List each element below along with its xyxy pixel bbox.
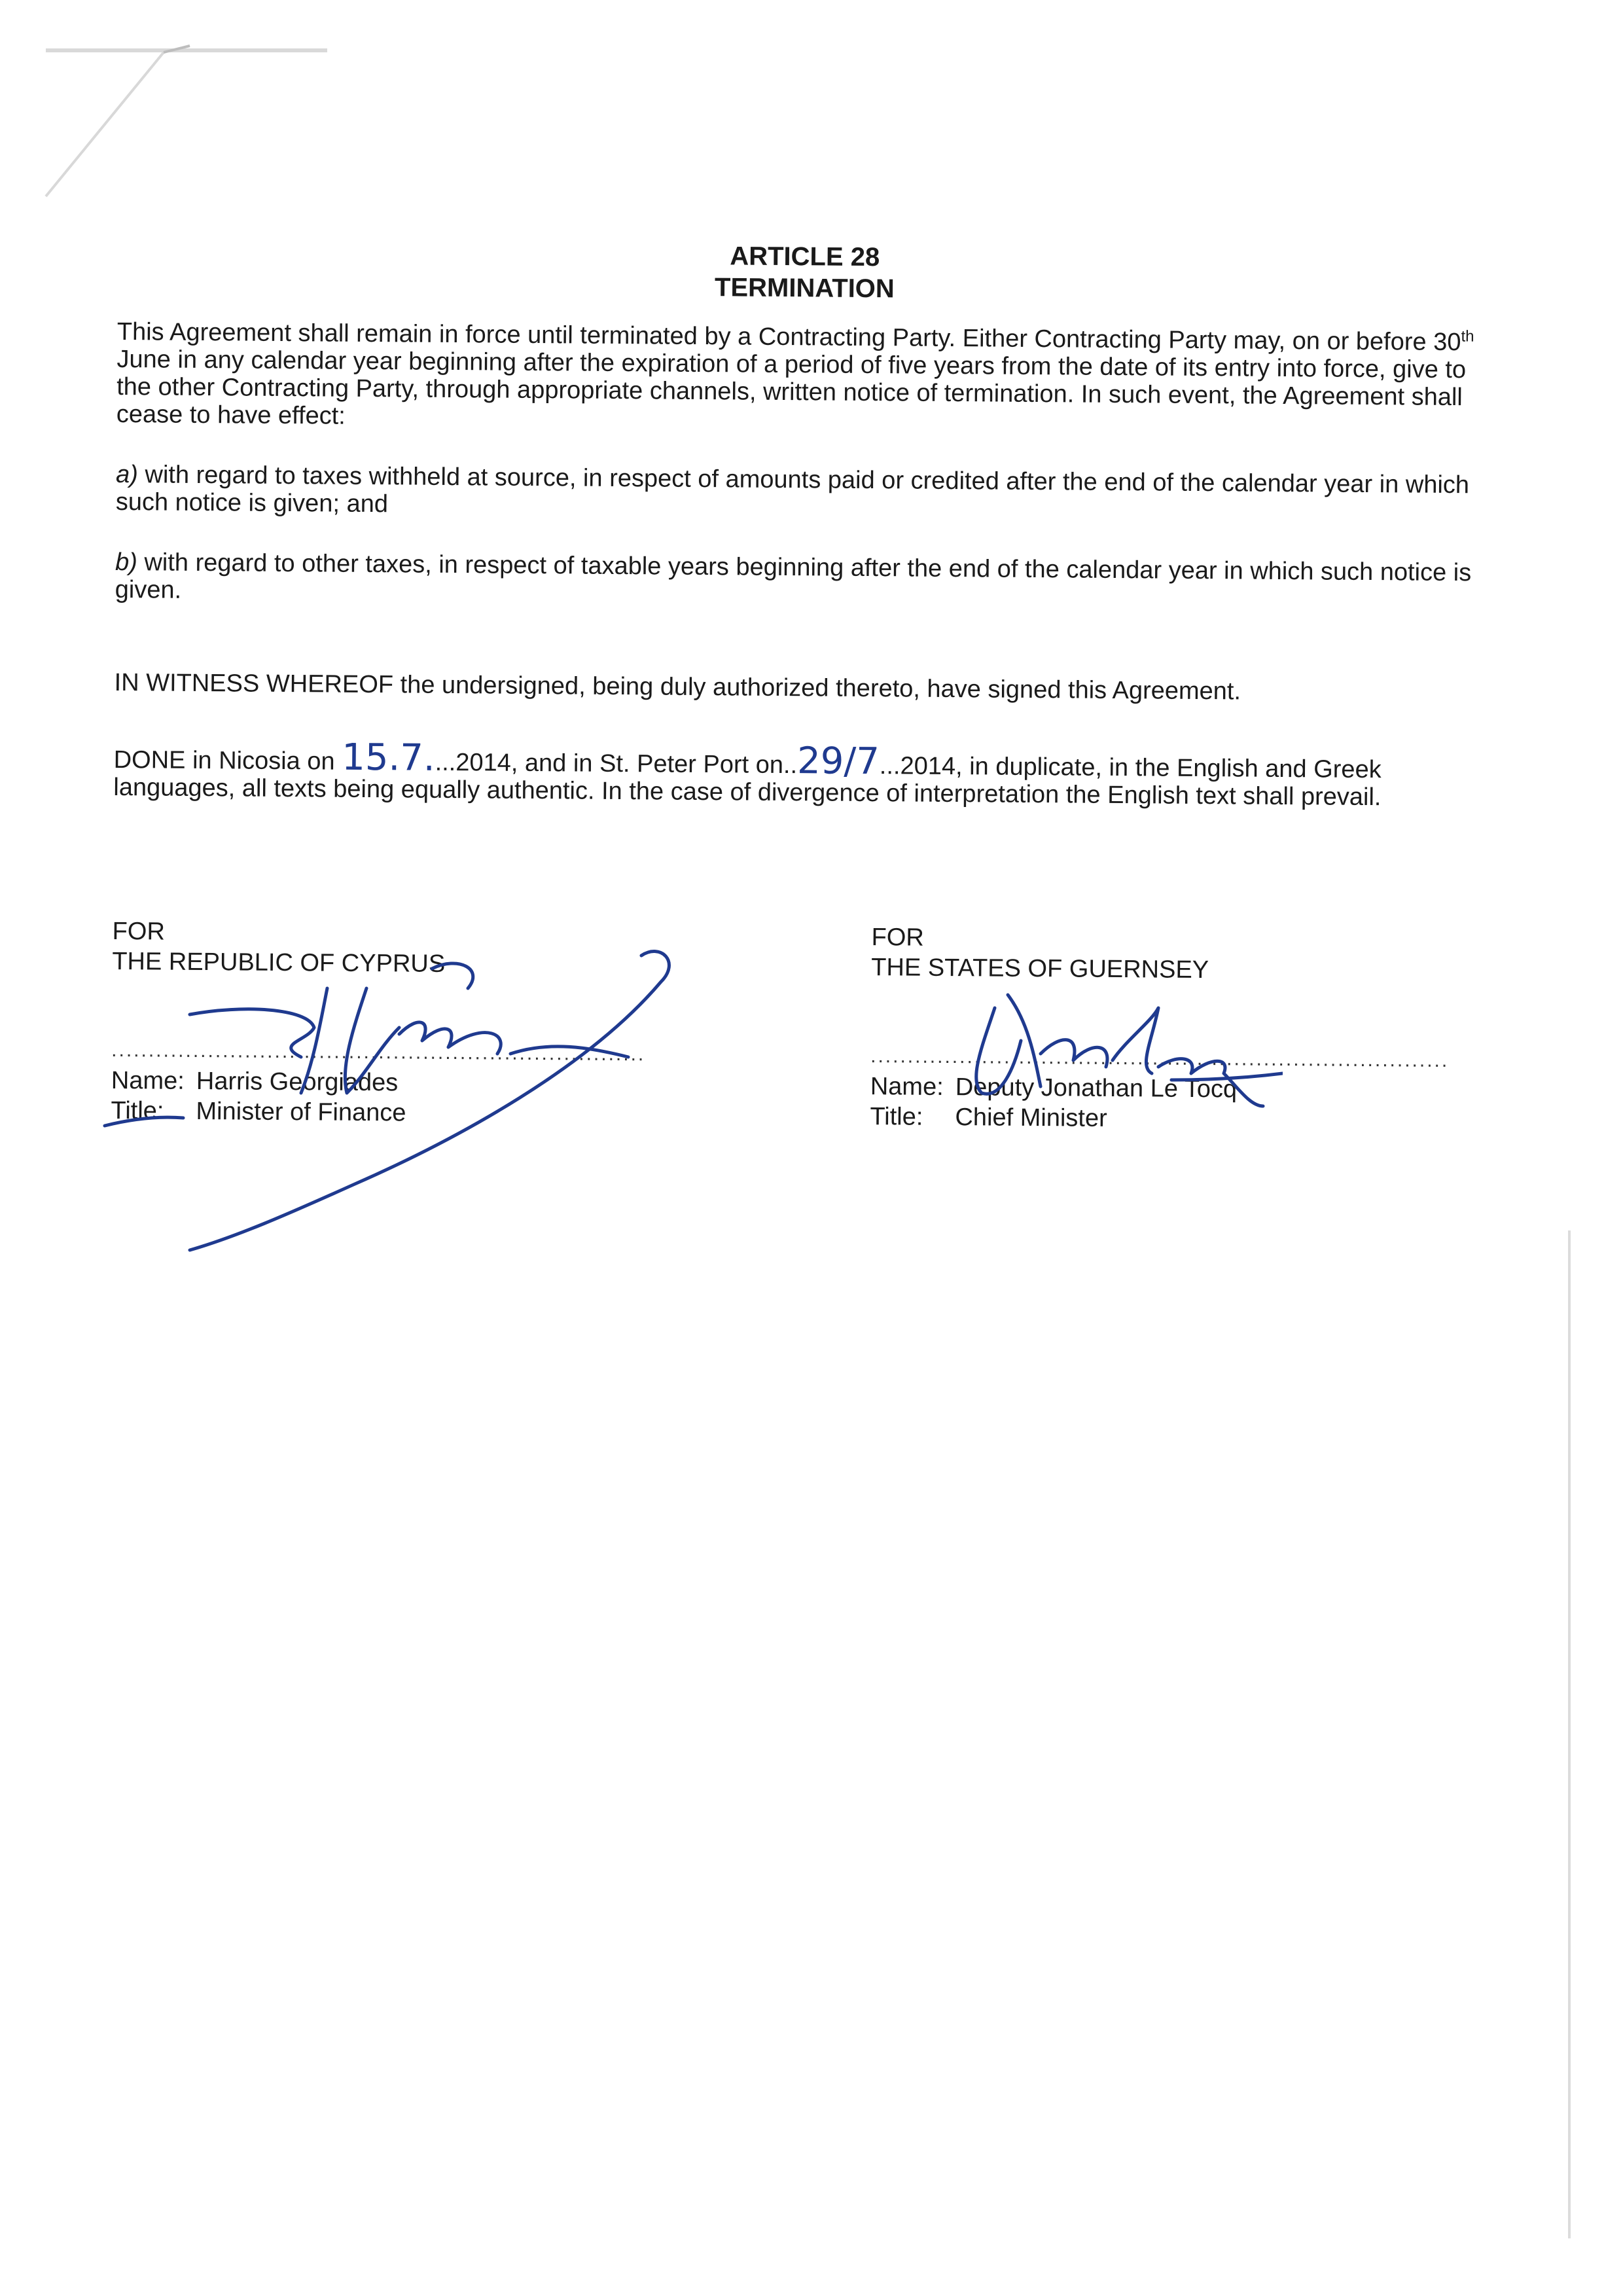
scan-corner-fold (0, 0, 209, 209)
agreement-text (111, 236, 1492, 1132)
done-statement (113, 736, 1488, 812)
handwritten-date-st-peter-port: 29/7 (796, 740, 880, 783)
clause-marker: a) (115, 460, 139, 489)
signatory-name: Deputy Jonathan Le Tocq (955, 1073, 1238, 1103)
article-heading: ARTICLE 28 (730, 242, 880, 272)
name-label: Name: (870, 1073, 944, 1101)
signatory-title: Minister of Finance (196, 1097, 406, 1127)
ordinal-suffix: th (1461, 327, 1474, 346)
signatory-name: Harris Georgiades (196, 1067, 399, 1097)
signatory-title: Chief Minister (955, 1103, 1107, 1132)
clause-a (116, 461, 1491, 526)
done-text: ...2014, in duplicate, in the English and Greek languages, all texts being equally authentic. In the case of divergence of interpretation the English text shall prevail. (113, 752, 1382, 812)
scan-edge-artifact (1568, 1230, 1571, 2238)
article-subheading: TERMINATION (714, 273, 895, 304)
signature-line: .............................................................................. (870, 1045, 1450, 1072)
witness-statement: IN WITNESS WHEREOF the undersigned, being duly authorized thereto, have signed this Agreement. (114, 668, 1241, 706)
title-label: Title: (111, 1096, 164, 1125)
paragraph-text: June in any calendar year beginning after the expiration of a period of five years from the date of its entry into force, give to the other Contracting Party, through appropriate channels, written notice of termination. In such event, the Agreement shall cease to have effect: (116, 345, 1467, 430)
clause-text: with regard to taxes withheld at source, in respect of amounts paid or credited after the end of the calendar year in which such notice is given; and (115, 461, 1470, 518)
party-name: THE STATES OF GUERNSEY (871, 954, 1209, 984)
for-label: FOR (112, 917, 166, 946)
termination-paragraph (116, 318, 1491, 439)
handwritten-date-nicosia: 15.7. (341, 736, 435, 780)
clause-text: with regard to other taxes, in respect of taxable years beginning after the end of the calendar year in which such notice is given. (115, 548, 1472, 604)
handwritten-signature-cyprus (92, 942, 681, 1257)
done-text: DONE in Nicosia on (113, 745, 342, 776)
party-name: THE REPUBLIC OF CYPRUS (112, 947, 446, 978)
clause-marker: b) (115, 548, 138, 577)
name-label: Name: (111, 1066, 185, 1095)
clause-b (115, 548, 1490, 614)
signature-line: ........................................................................ (111, 1039, 646, 1066)
for-label: FOR (871, 924, 924, 952)
title-label: Title: (870, 1103, 923, 1131)
handwritten-signature-guernsey (942, 982, 1283, 1113)
done-text: ...2014, and in St. Peter Port on.. (435, 748, 798, 780)
paragraph-text: This Agreement shall remain in force until terminated by a Contracting Party. Either Contracting Party may, on or before 30 (116, 317, 1461, 357)
